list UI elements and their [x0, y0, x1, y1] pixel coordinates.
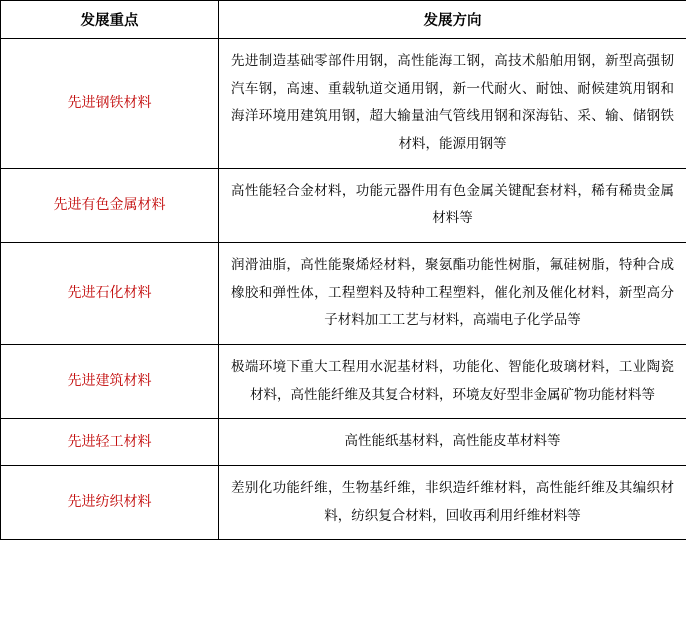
table-header-row — [1, 1, 686, 39]
cell-focus: 先进有色金属材料 — [1, 168, 219, 242]
table-row — [1, 419, 686, 466]
cell-focus: 先进钢铁材料 — [1, 39, 219, 169]
cell-direction: 润滑油脂，高性能聚烯烃材料，聚氨酯功能性树脂，氟硅树脂，特种合成橡胶和弹性体，工程塑料及特种工程塑料，催化剂及催化材料，新型高分子材料加工工艺与材料，高端电子化学品等 — [219, 243, 686, 345]
cell-direction: 先进制造基础零部件用钢，高性能海工钢，高技术船舶用钢，新型高强韧汽车钢，高速、重载轨道交通用钢，新一代耐火、耐蚀、耐候建筑用钢和海洋环境用建筑用钢，超大输量油气管线用钢和深海钻、采、输、储钢铁材料，能源用钢等 — [219, 39, 686, 169]
cell-focus: 先进建筑材料 — [1, 345, 219, 419]
column-header-direction: 发展方向 — [219, 1, 686, 39]
cell-direction: 极端环境下重大工程用水泥基材料，功能化、智能化玻璃材料，工业陶瓷材料，高性能纤维及其复合材料，环境友好型非金属矿物功能材料等 — [219, 345, 686, 419]
column-header-focus: 发展重点 — [1, 1, 219, 39]
cell-direction: 高性能轻合金材料，功能元器件用有色金属关键配套材料，稀有稀贵金属材料等 — [219, 168, 686, 242]
cell-direction: 差别化功能纤维，生物基纤维，非织造纤维材料，高性能纤维及其编织材料，纺织复合材料，回收再利用纤维材料等 — [219, 466, 686, 540]
table-row — [1, 466, 686, 540]
table-header — [1, 1, 686, 39]
table-row — [1, 243, 686, 345]
table-row — [1, 39, 686, 169]
table-row — [1, 345, 686, 419]
table-body — [1, 39, 686, 540]
cell-focus: 先进轻工材料 — [1, 419, 219, 466]
table-row — [1, 168, 686, 242]
cell-focus: 先进石化材料 — [1, 243, 219, 345]
cell-direction: 高性能纸基材料，高性能皮革材料等 — [219, 419, 686, 466]
cell-focus: 先进纺织材料 — [1, 466, 219, 540]
